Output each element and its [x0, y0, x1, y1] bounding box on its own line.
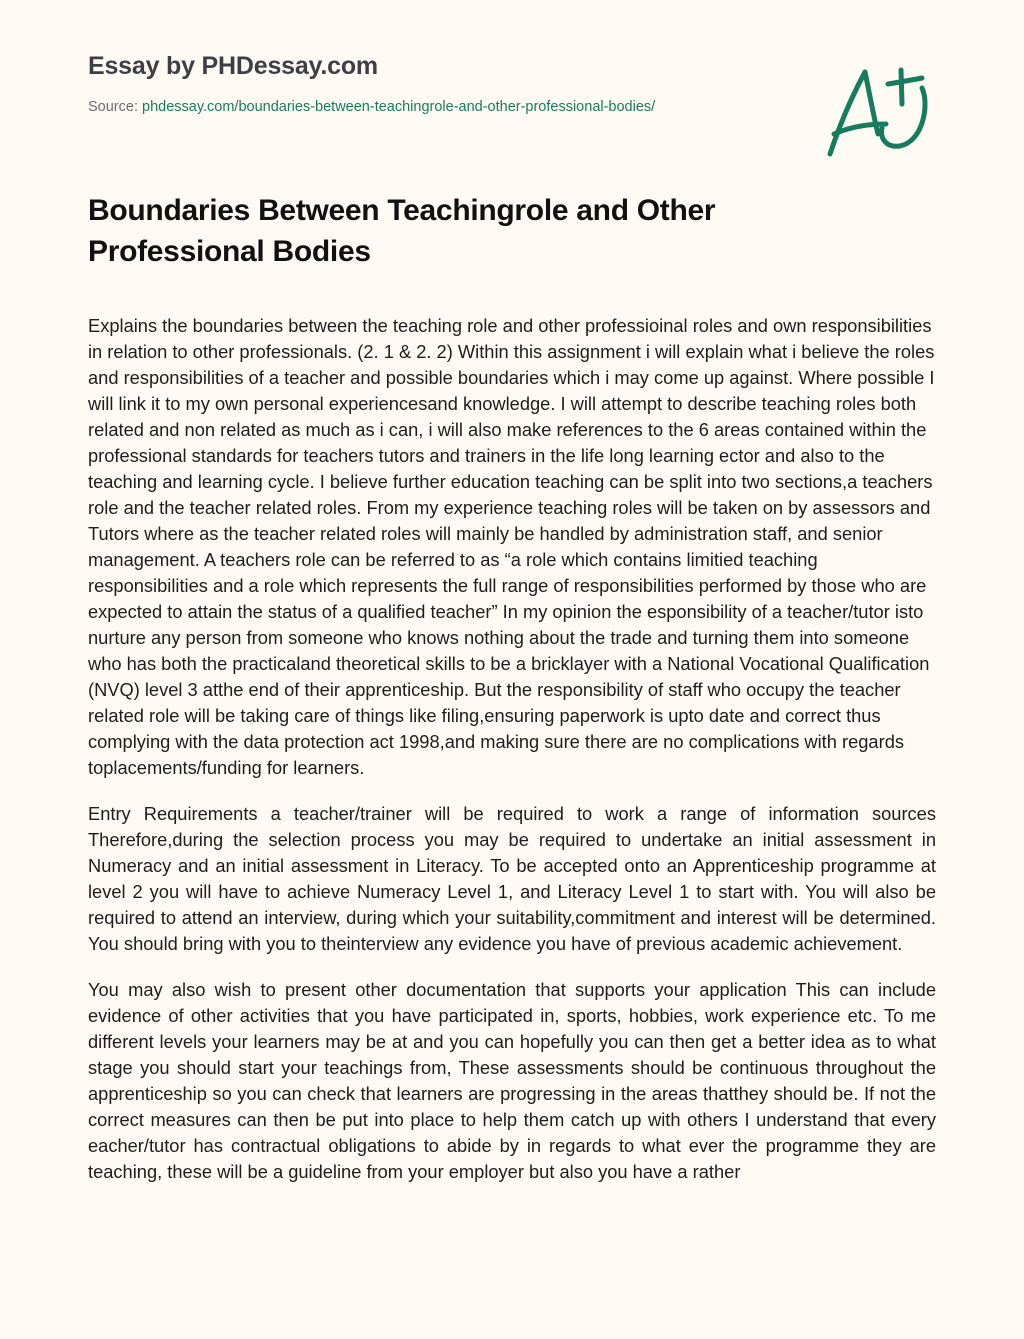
document-title: Boundaries Between Teachingrole and Other Professional Bodies [88, 194, 716, 268]
source-link[interactable]: phdessay.com/boundaries-between-teachingrole-and-other-professional-bodies/ [142, 99, 656, 115]
site-header [88, 50, 788, 117]
paragraph-3: You may also wish to present other documentation that supports your application This can include evidence of other activities that you have participated in, sports, hobbies, work experience etc. To me different levels your learners may be at and you can hopefully you can then get a better idea as to what stage you should start your teachings from, These assessments should be continuous throughout the apprenticeship so you can check that learners are progressing in the areas thatthey should be. If not the correct measures can then be put into place to help them catch up with others I understand that every eacher/tutor has contractual obligations to abide by in regards to what ever the programme they are teaching, these will be a guideline from your employer but also you have a rather [88, 979, 936, 1182]
source-label: Source: [88, 99, 138, 115]
source-line [88, 97, 788, 117]
paragraph-1: Explains the boundaries between the teaching role and other professioinal roles and own responsibilities in relation to other professionals. (2. 1 & 2. 2) Within this assignment i will explain what i believe the roles and responsibilities of a teacher and possible boundaries which i may come up against. Where possible I will link it to my own personal experiencesand knowledge. I will attempt to describe teaching roles both related and non related as much as i can, i will also make references to the 6 areas contained within the professional standards for teachers tutors and trainers in the life long learning ector and also to the teaching and learning cycle. I believe further education teaching can be split into two sections,a teachers role and the teacher related roles. From my experience teaching roles will be taken on by assessors and Tutors where as the teacher related roles will mainly be handled by administration staff, and senior management. A teachers role can be referred to as “a role which contains limitied teaching responsibilities and a role which represents the full range of responsibilities performed by those who are expected to attain the status of a qualified teacher” In my opinion the esponsibility of a teacher/tutor isto nurture any person from someone who knows nothing about the trade and turning them into someone who has both the practicaland theoretical skills to be a bricklayer with a National Vocational Qualification (NVQ) level 3 atthe end of their apprenticeship. But the responsibility of staff who occupy the teacher related role will be taking care of things like filing,ensuring paperwork is upto date and correct thus complying with the data protection act 1998,and making sure there are no complications with regards toplacements/funding for learners. [88, 315, 935, 778]
a-plus-grade-icon [818, 62, 938, 162]
essay-body [88, 313, 936, 1205]
paragraph-2: Entry Requirements a teacher/trainer will be required to work a range of information sources Therefore,during the selection process you may be required to undertake an initial assessment in Numeracy and an initial assessment in Literacy. To be accepted onto an Apprenticeship programme at level 2 you will have to achieve Numeracy Level 1, and Literacy Level 1 to start with. You will also be required to attend an interview, during which your suitability,commitment and interest will be determined. You should bring with you to theinterview any evidence you have of previous academic achievement. [88, 803, 936, 954]
site-title: Essay by PHDessay.com [88, 52, 378, 80]
